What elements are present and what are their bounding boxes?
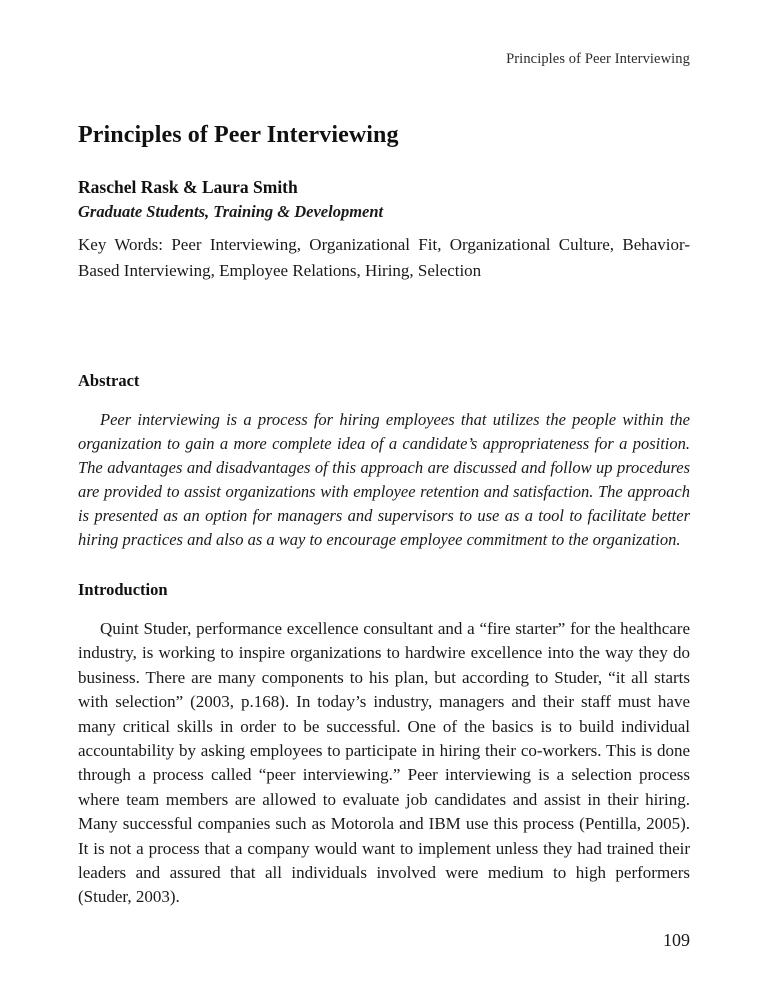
introduction-body: Quint Studer, performance excellence consultant and a “fire starter” for the healthcare industry, is working to inspire organizations to hardwire excellence into the way they do business. There are many components to his plan, but according to Studer, “it all starts with selection” (2003, p.168). In today’s industry, managers and their staff must have many critical skills in order to be successful. One of the basics is to build individual accountability by asking employees to participate in hiring their co-workers. This is done through a process called “peer interviewing.” Peer interviewing is a selection process where team members are allowed to evaluate job candidates and assist in their hiring. Many successful companies such as Motorola and IBM use this process (Pentilla, 2005). It is not a process that a company would want to implement unless they had trained their leaders and assured that all individuals involved were medium to high performers (Studer, 2003). <box>78 619 690 907</box>
abstract-section <box>78 370 690 568</box>
running-head: Principles of Peer Interviewing <box>506 51 690 67</box>
author-affiliation: Graduate Students, Training & Development <box>78 202 384 221</box>
abstract-heading: Abstract <box>78 371 140 390</box>
keywords-list: Key Words: Peer Interviewing, Organizational Fit, Organizational Culture, Behavior-Based Interviewing, Employee Relations, Hiring, Selection <box>78 235 690 280</box>
author-block <box>78 176 690 223</box>
abstract-body: Peer interviewing is a process for hiring employees that utilizes the people within the organization to gain a more complete idea of a candidate’s appropriateness for a position. The advantages and disadvantages of this approach are discussed and follow up procedures are provided to assist organizations with employee retention and satisfaction. The approach is presented as an option for managers and supervisors to use as a tool to facilitate better hiring practices and also as a way to encourage employee commitment to the organization. <box>78 409 690 549</box>
introduction-section <box>78 579 690 927</box>
page-title: Principles of Peer Interviewing <box>78 122 399 149</box>
page-number: 109 <box>663 930 690 950</box>
author-names: Raschel Rask & Laura Smith <box>78 177 298 197</box>
introduction-heading: Introduction <box>78 580 168 599</box>
